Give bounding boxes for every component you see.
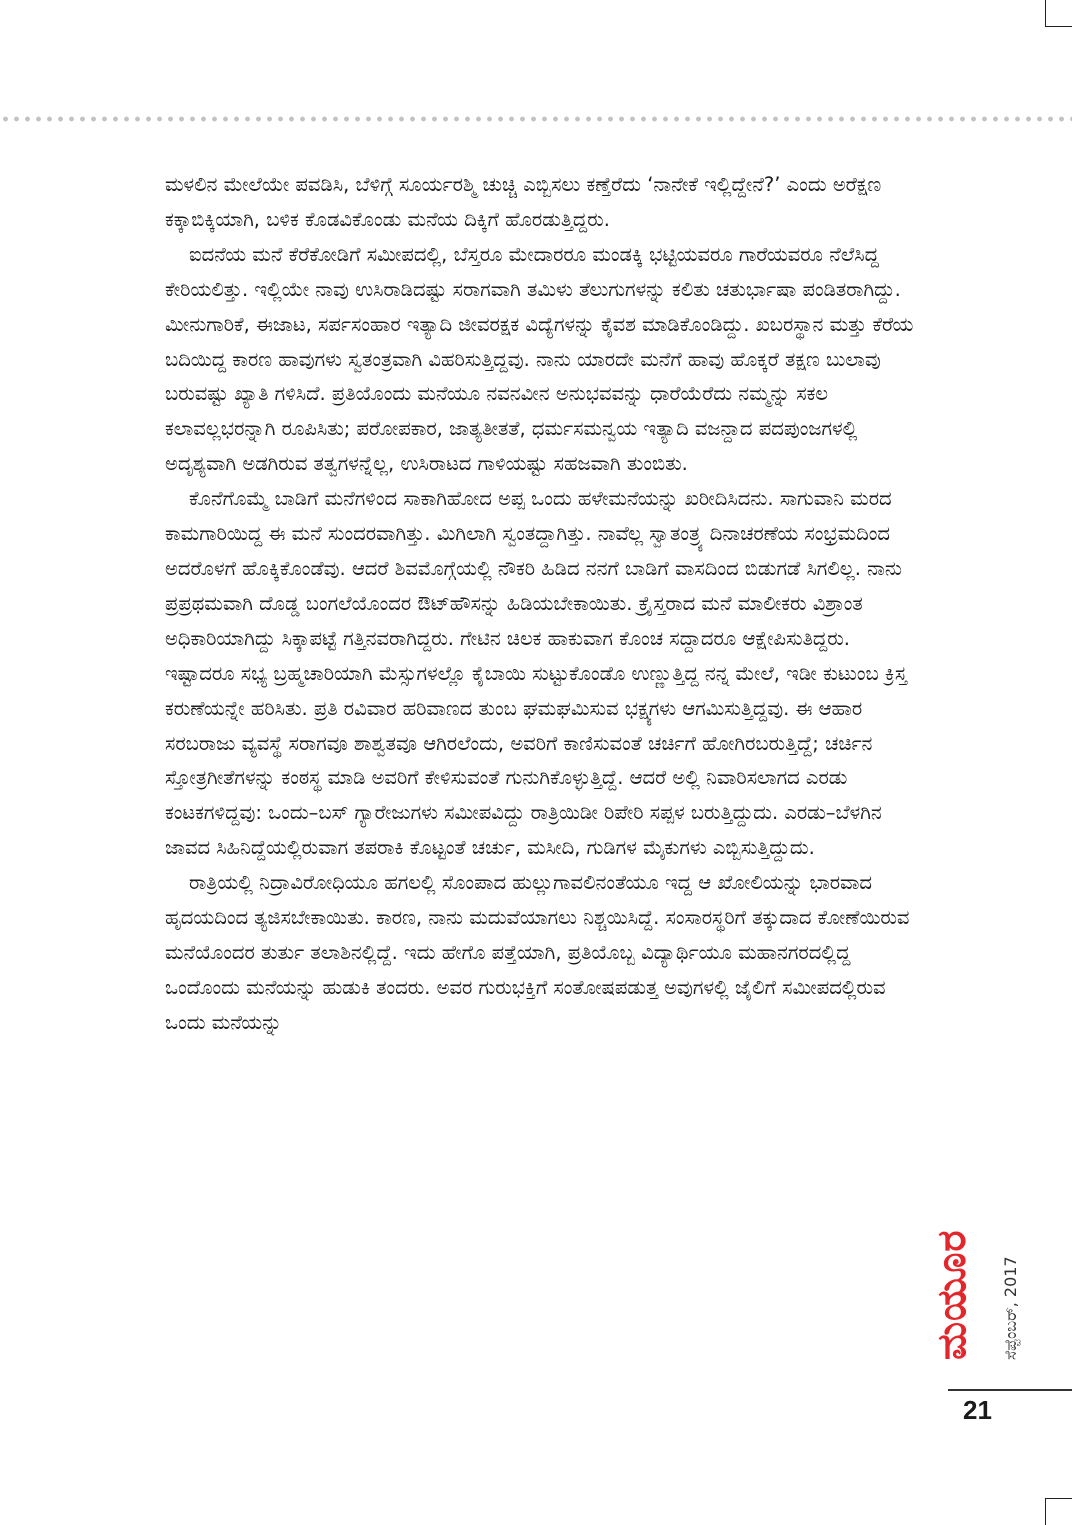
crop-mark-bottom-right <box>1045 1498 1072 1525</box>
crop-mark-top-right <box>1045 0 1072 27</box>
magazine-masthead <box>929 1090 1044 1380</box>
article-paragraph: ರಾತ್ರಿಯಲ್ಲಿ ನಿದ್ರಾವಿರೋಧಿಯೂ ಹಗಲಲ್ಲಿ ಸೊಂಪಾದ ಹುಲ್ಲುಗಾವಲಿನಂತೆಯೂ ಇದ್ದ ಆ ಖೋಲಿಯನ್ನು ಭಾರವಾದ ಹೃದಯದಿಂದ ತ್ಯಜಿಸಬೇಕಾಯಿತು. ಕಾರಣ, ನಾನು ಮದುವೆಯಾಗಲು ನಿಶ್ಚಯಿಸಿದ್ದೆ. ಸಂಸಾರಸ್ಥರಿಗೆ ತಕ್ಕುದಾದ ಕೋಣೆಯಿರುವ ಮನೆಯೊಂದರ ತುರ್ತು ತಲಾಶಿನಲ್ಲಿದ್ದೆ. ಇದು ಹೇಗೊ ಪತ್ತೆಯಾಗಿ, ಪ್ರತಿಯೊಬ್ಬ ವಿದ್ಯಾರ್ಥಿಯೂ ಮಹಾನಗರದಲ್ಲಿದ್ದ ಒಂದೊಂದು ಮನೆಯನ್ನು ಹುಡುಕಿ ತಂದರು. ಅವರ ಗುರುಭಕ್ತಿಗೆ ಸಂತೋಷಪಡುತ್ತ ಅವುಗಳಲ್ಲಿ ಜೈಲಿಗೆ ಸಮೀಪದಲ್ಲಿರುವ ಒಂದು ಮನೆಯನ್ನು <box>165 871 910 1034</box>
sidebar-masthead <box>929 1090 1044 1380</box>
article-paragraph: ಕೊನೆಗೊಮ್ಮೆ ಬಾಡಿಗೆ ಮನೆಗಳಿಂದ ಸಾಕಾಗಿಹೋದ ಅಪ್ಪ ಒಂದು ಹಳೇಮನೆಯನ್ನು ಖರೀದಿಸಿದನು. ಸಾಗುವಾನಿ ಮರದ ಕಾಮಗಾರಿಯಿದ್ದ ಈ ಮನೆ ಸುಂದರವಾಗಿತ್ತು. ಮಿಗಿಲಾಗಿ ಸ್ವಂತದ್ದಾಗಿತ್ತು. ನಾವೆಲ್ಲ ಸ್ವಾತಂತ್ರ್ಯ ದಿನಾಚರಣೆಯ ಸಂಭ್ರಮದಿಂದ ಅದರೊಳಗೆ ಹೊಕ್ಕಿಕೊಂಡೆವು. ಆದರೆ ಶಿವಮೊಗ್ಗೆಯಲ್ಲಿ ನೌಕರಿ ಹಿಡಿದ ನನಗೆ ಬಾಡಿಗೆ ವಾಸದಿಂದ ಬಿಡುಗಡೆ ಸಿಗಲಿಲ್ಲ. ನಾನು ಪ್ರಪ್ರಥಮವಾಗಿ ದೊಡ್ಡ ಬಂಗಲೆಯೊಂದರ ಔಟ್‌ಹೌಸನ್ನು ಹಿಡಿಯಬೇಕಾಯಿತು. ಕ್ರೈಸ್ತರಾದ ಮನೆ ಮಾಲೀಕರು ವಿಶ್ರಾಂತ ಅಧಿಕಾರಿಯಾಗಿದ್ದು ಸಿಕ್ಕಾಪಟ್ಟೆ ಗತ್ತಿನವರಾಗಿದ್ದರು. ಗೇಟಿನ ಚಿಲಕ ಹಾಕುವಾಗ ಕೊಂಚ ಸದ್ದಾದರೂ ಆಕ್ಷೇಪಿಸುತಿದ್ದರು. ಇಷ್ಟಾದರೂ ಸಭ್ಯ ಬ್ರಹ್ಮಚಾರಿಯಾಗಿ ಮೆಸ್ಸುಗಳಲ್ಲೊ ಕೈಬಾಯಿ ಸುಟ್ಟುಕೊಂಡೊ ಉಣ್ಣುತ್ತಿದ್ದ ನನ್ನ ಮೇಲೆ, ಇಡೀ ಕುಟುಂಬ ಕ್ರಿಸ್ತ ಕರುಣೆಯನ್ನೇ ಹರಿಸಿತು. ಪ್ರತಿ ರವಿವಾರ ಹರಿವಾಣದ ತುಂಬ ಘಮಘಮಿಸುವ ಭಕ್ಷ್ಯಗಳು ಆಗಮಿಸುತ್ತಿದ್ದವು. ಈ ಆಹಾರ ಸರಬರಾಜು ವ್ಯವಸ್ಥೆ ಸರಾಗವೂ ಶಾಶ್ವತವೂ ಆಗಿರಲೆಂದು, ಅವರಿಗೆ ಕಾಣಿಸುವಂತೆ ಚರ್ಚಿಗೆ ಹೋಗಿರಬರುತ್ತಿದ್ದೆ; ಚರ್ಚಿನ ಸ್ತೋತ್ರಗೀತೆಗಳನ್ನು ಕಂಠಸ್ಥ ಮಾಡಿ ಅವರಿಗೆ ಕೇಳಿಸುವಂತೆ ಗುನುಗಿಕೊಳ್ಳುತ್ತಿದ್ದೆ. ಆದರೆ ಅಲ್ಲಿ ನಿವಾರಿಸಲಾಗದ ಎರಡು ಕಂಟಕಗಳಿದ್ದವು: ಒಂದು–ಬಸ್ ಗ್ಯಾರೇಜುಗಳು ಸಮೀಪವಿದ್ದು ರಾತ್ರಿಯಿಡೀ ರಿಪೇರಿ ಸಪ್ಪಳ ಬರುತ್ತಿದ್ದುದು. ಎರಡು–ಬೆಳಗಿನ ಜಾವದ ಸಿಹಿನಿದ್ದೆಯಲ್ಲಿರುವಾಗ ತಪರಾಕಿ ಕೊಟ್ಟಂತೆ ಚರ್ಚು, ಮಸೀದಿ, ಗುಡಿಗಳ ಮೈಕುಗಳು ಎಬ್ಬಿಸುತ್ತಿದ್ದುದು. <box>165 487 907 860</box>
article-paragraph: ಐದನೆಯ ಮನೆ ಕೆರೆಕೋಡಿಗೆ ಸಮೀಪದಲ್ಲಿ, ಬೆಸ್ತರೂ ಮೇದಾರರೂ ಮಂಡಕ್ಕಿ ಭಟ್ಟಿಯವರೂ ಗಾರೆಯವರೂ ನೆಲೆಸಿದ್ದ ಕೇರಿಯಲಿತ್ತು. ಇಲ್ಲಿಯೇ ನಾವು ಉಸಿರಾಡಿದಷ್ಟು ಸರಾಗವಾಗಿ ತಮಿಳು ತೆಲುಗುಗಳನ್ನು ಕಲಿತು ಚತುರ್ಭಾಷಾ ಪಂಡಿತರಾಗಿದ್ದು. ಮೀನುಗಾರಿಕೆ, ಈಜಾಟ, ಸರ್ಪಸಂಹಾರ ಇತ್ಯಾದಿ ಜೀವರಕ್ಷಕ ವಿದ್ಯೆಗಳನ್ನು ಕೈವಶ ಮಾಡಿಕೊಂಡಿದ್ದು. ಖಬರಸ್ಥಾನ ಮತ್ತು ಕೆರೆಯ ಬದಿಯಿದ್ದ ಕಾರಣ ಹಾವುಗಳು ಸ್ವತಂತ್ರವಾಗಿ ವಿಹರಿಸುತ್ತಿದ್ದವು. ನಾನು ಯಾರದೇ ಮನೆಗೆ ಹಾವು ಹೊಕ್ಕರೆ ತಕ್ಷಣ ಬುಲಾವು ಬರುವಷ್ಟು ಖ್ಯಾತಿ ಗಳಿಸಿದೆ. ಪ್ರತಿಯೊಂದು ಮನೆಯೂ ನವನವೀನ ಅನುಭವವನ್ನು ಧಾರೆಯೆರೆದು ನಮ್ಮನ್ನು ಸಕಲ ಕಲಾವಲ್ಲಭರನ್ನಾಗಿ ರೂಪಿಸಿತು; ಪರೋಪಕಾರ, ಜಾತ್ಯತೀತತೆ, ಧರ್ಮಸಮನ್ವಯ ಇತ್ಯಾದಿ ವಜನ್ದಾದ ಪದಪುಂಜಗಳಲ್ಲಿ ಅದೃಶ್ಯವಾಗಿ ಅಡಗಿರುವ ತತ್ವಗಳನ್ನೆಲ್ಲ, ಉಸಿರಾಟದ ಗಾಳಿಯಷ್ಟು ಸಹಜವಾಗಿ ತುಂಬಿತು. <box>165 242 914 476</box>
page-number: 21 <box>963 1395 992 1425</box>
article-paragraph: ಮಳಲಿನ ಮೇಲೆಯೇ ಪವಡಿಸಿ, ಬೆಳಿಗ್ಗೆ ಸೂರ್ಯರಶ್ಮಿ ಚುಚ್ಚಿ ಎಬ್ಬಿಸಲು ಕಣ್ತೆರೆದು ‘ನಾನೇಕೆ ಇಲ್ಲಿದ್ದೇನೆ?’ ಎಂದು ಅರೆಕ್ಷಣ ಕಕ್ಕಾಬಿಕ್ಕಿಯಾಗಿ, ಬಳಿಕ ಕೊಡವಿಕೊಂಡು ಮನೆಯ ದಿಕ್ಕಿಗೆ ಹೊರಡುತ್ತಿದ್ದರು. <box>165 173 882 231</box>
article-body <box>165 168 915 1041</box>
issue-date: ಸೆಪ್ಟೆಂಬರ್, 2017 <box>1001 1256 1020 1360</box>
dotted-header-rule <box>0 115 1072 123</box>
magazine-title: ಮಯೂರ <box>929 1229 975 1360</box>
page-number-rule <box>948 1389 1072 1391</box>
